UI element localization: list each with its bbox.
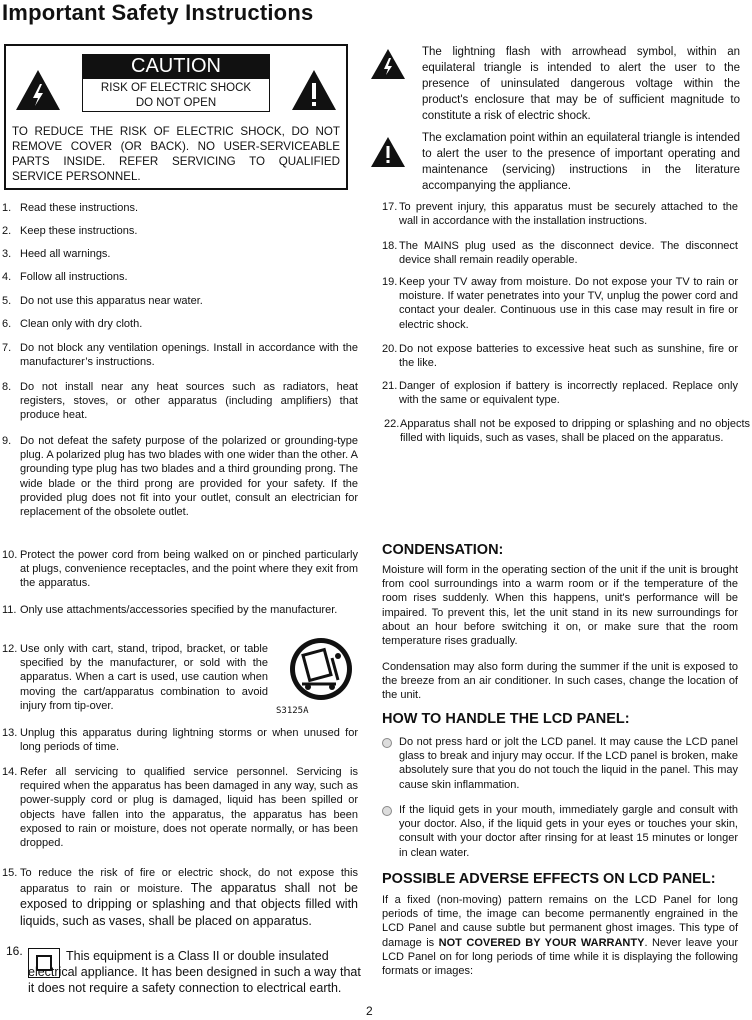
list-item: 6. Clean only with dry cloth. [2, 318, 143, 330]
bullet-icon [382, 738, 392, 748]
exclamation-warning-icon [290, 68, 338, 112]
condensation-heading: CONDENSATION: [382, 542, 504, 558]
list-item: 13. Unplug this apparatus during lightning storms or when unused for long periods of time. [2, 727, 358, 754]
list-item: 12. Use only with cart, stand, tripod, bracket, or table specified by the manufacturer, or sold with the apparatus. When a cart is used, use caution when moving the cart/apparatus combination to avoid injury from tip-over. [2, 643, 268, 712]
item-16-number: 16. [6, 944, 23, 958]
cart-label: S3125A [276, 706, 309, 716]
list-item: 3. Heed all warnings. [2, 248, 111, 260]
adverse-paragraph: If a fixed (non-moving) pattern remains on the LCD Panel for long periods of time, the image can become permanently engrained in the LCD Panel and cause subtle but permanent ghost images. This type of damage is NOT COVERED BY YOUR WARRANTY. Never leave your LCD Panel on for long periods of time while it is displaying the following formats or images: [382, 894, 738, 978]
lcd-heading: HOW TO HANDLE THE LCD PANEL: [382, 711, 630, 727]
lcd-bullet-1: Do not press hard or jolt the LCD panel. It may cause the LCD panel glass to break and injury may occur. If the LCD panel is broken, make absolutely sure that you do not touch the liquid in the panel. This may cause skin inflammation. [399, 736, 738, 791]
condensation-paragraph-1: Moisture will form in the operating section of the unit if the unit is brought from cool surroundings into a warm room or if the temperature of the room rises suddenly. When this happens, unit's performance will be impaired. To prevent this, let the unit stand in its new surroundings for about an hour before switching it on, or make sure that the room temperature rises gradually. [382, 564, 738, 648]
lightning-warning-icon [14, 68, 62, 112]
list-item: 11. Only use attachments/accessories specified by the manufacturer. [2, 604, 338, 616]
list-item: 19. Keep your TV away from moisture. Do not expose your TV to rain or moisture. If water penetrates into your TV, unplug the power cord and contact your dealer. Continuous use in this case may result in fire or electric shock. [382, 276, 738, 331]
list-item: 9. Do not defeat the safety purpose of the polarized or grounding-type plug. A polarized plug has two blades with one wider than the other. A grounding type plug has two blades and a third grounding prong. The wide blade or the third prong are provided for your safety. If the provided plug does not fit into your outlet, consult an electrician for replacement of the obsolete outlet. [2, 435, 358, 519]
cart-warning-icon [288, 636, 354, 702]
list-item: 15. To reduce the risk of fire or electric shock, do not expose this apparatus to rain or moisture. The apparatus shall not be exposed to dripping or splashing and that objects filled with liquids, such as vases, shall be placed on apparatus. [2, 867, 358, 928]
list-item: 18. The MAINS plug used as the disconnect device. The disconnect device shall remain readily operable. [382, 240, 738, 267]
list-item: 22. Apparatus shall not be exposed to dripping or splashing and no objects filled with liquids, such as vases, shall be placed on the apparatus. [384, 418, 750, 445]
caution-body: TO REDUCE THE RISK OF ELECTRIC SHOCK, DO NOT REMOVE COVER (OR BACK). NO USER-SERVICEABLE PARTS INSIDE. REFER SERVICING TO QUALIFIED SERVICE PERSONNEL. [12, 125, 340, 183]
caution-sub-line1: RISK OF ELECTRIC SHOCK [100, 82, 252, 94]
page-number: 2 [366, 1004, 373, 1018]
lcd-bullet-2: If the liquid gets in your mouth, immediately gargle and consult with your doctor. Also, if the liquid gets in your eyes or touches your skin, consult with your doctor after rinsing for at least 15 minutes or longer in clean water. [399, 804, 738, 859]
condensation-paragraph-2: Condensation may also form during the summer if the unit is exposed to the breeze from an air conditioner. In such cases, change the location of the unit. [382, 661, 738, 702]
list-item: 4. Follow all instructions. [2, 271, 128, 283]
list-item: 20. Do not expose batteries to excessive heat such as sunshine, fire or the like. [382, 343, 738, 370]
list-item: 8. Do not install near any heat sources such as radiators, heat registers, stoves, or other apparatus (including amplifiers) that produce heat. [2, 381, 358, 422]
list-item: 17. To prevent injury, this apparatus must be securely attached to the wall in accordance with the installation instructions. [382, 201, 738, 228]
exclamation-symbol-text: The exclamation point within an equilateral triangle is intended to alert the user to the presence of important operating and maintenance (servicing) instructions in the literature accompanying the appliance. [422, 132, 740, 192]
lightning-symbol-icon [370, 48, 406, 80]
list-item: 10. Protect the power cord from being walked on or pinched particularly at plugs, convenience receptacles, and the point where they exit from the apparatus. [2, 549, 358, 590]
list-item: 2. Keep these instructions. [2, 225, 138, 237]
caution-sub-line2: DO NOT OPEN [135, 96, 217, 109]
bullet-icon [382, 806, 392, 816]
caution-subtitle [82, 78, 270, 112]
list-item: 14. Refer all servicing to qualified service personnel. Servicing is required when the apparatus has been damaged in any way, such as power-supply cord or plug is damaged, liquid has been spilled or objects have fallen into the apparatus, the apparatus has been exposed to rain or moisture, does not operate normally, or has been dropped. [2, 766, 358, 850]
lightning-symbol-text: The lightning flash with arrowhead symbol, within an equilateral triangle is intended to alert the user to the presence of uninsulated dangerous voltage within the product's enclosure that may be of sufficient magnitude to constitute a risk of electric shock. [422, 46, 740, 122]
list-item: 1. Read these instructions. [2, 202, 139, 214]
item-16-text: This equipment is a Class II or double insulated electrical appliance. It has been designed in such a way that it does not require a safety connection to electrical earth. [28, 949, 361, 995]
list-item: 21. Danger of explosion if battery is incorrectly replaced. Replace only with the same or equivalent type. [382, 380, 738, 407]
list-item: 7. Do not block any ventilation openings. Install in accordance with the manufacturer’s instructions. [2, 342, 358, 369]
page-title: Important Safety Instructions [2, 0, 314, 25]
adverse-heading: POSSIBLE ADVERSE EFFECTS ON LCD PANEL: [382, 871, 716, 887]
list-item: 5. Do not use this apparatus near water. [2, 295, 203, 307]
exclamation-symbol-icon [370, 136, 406, 168]
caution-header: CAUTION [82, 54, 270, 78]
